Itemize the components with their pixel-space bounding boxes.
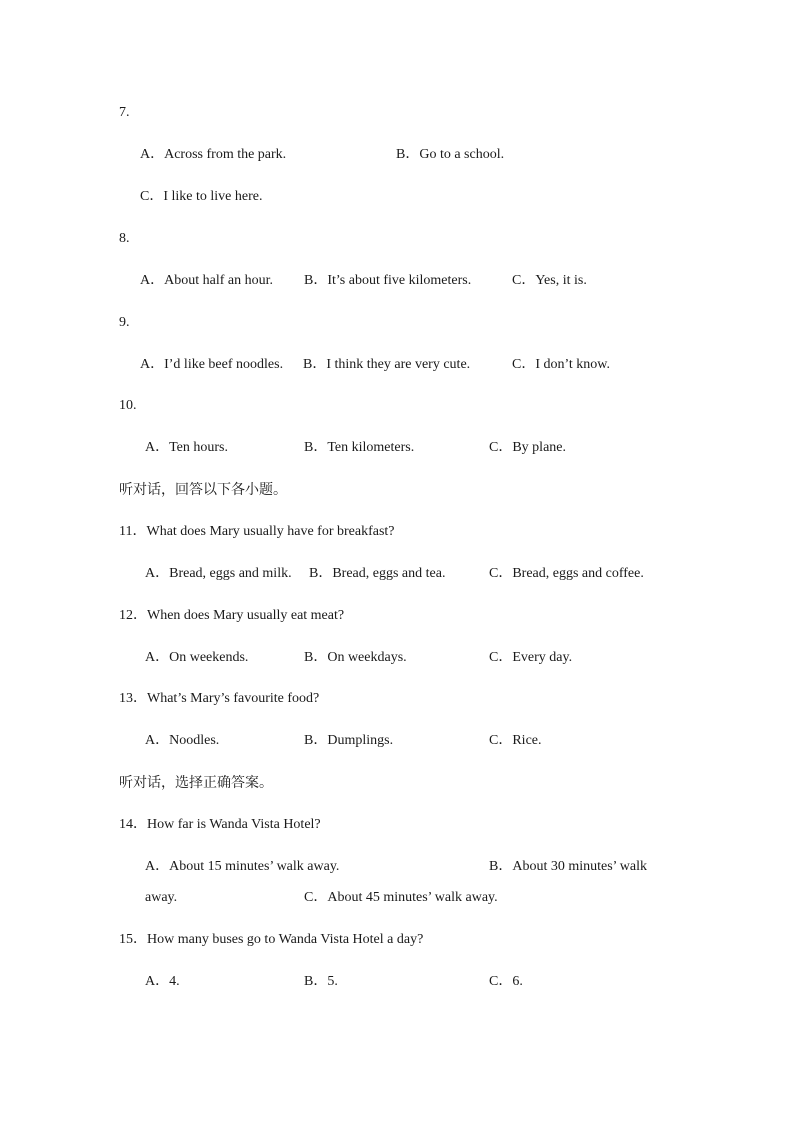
question-12: 12．When does Mary usually eat meat? xyxy=(119,608,345,623)
question-7-number: 7. xyxy=(119,105,130,120)
q12-option-a: A．On weekends. xyxy=(145,650,249,665)
q14-option-b-continued: away. xyxy=(145,890,178,905)
q13-option-a: A．Noodles. xyxy=(145,733,220,748)
question-15: 15．How many buses go to Wanda Vista Hotel a day? xyxy=(119,932,424,947)
q15-option-b: B．5. xyxy=(304,974,338,989)
q13-option-b: B．Dumplings. xyxy=(304,733,394,748)
q12-option-b: B．On weekdays. xyxy=(304,650,407,665)
q10-option-b: B．Ten kilometers. xyxy=(304,440,415,455)
section-heading-dialogue: 听对话，回答以下各小题。 xyxy=(119,482,287,498)
q8-option-b: B．It’s about five kilometers. xyxy=(304,273,472,288)
q9-option-a: A．I’d like beef noodles. xyxy=(140,357,284,372)
q7-option-b: B．Go to a school. xyxy=(396,147,505,162)
q11-option-b: B．Bread, eggs and tea. xyxy=(309,566,446,581)
section-heading-choose: 听对话，选择正确答案。 xyxy=(119,775,273,791)
question-8-number: 8. xyxy=(119,231,130,246)
q13-option-c: C．Rice. xyxy=(489,733,542,748)
q9-option-c: C．I don’t know. xyxy=(512,357,610,372)
question-13: 13．What’s Mary’s favourite food? xyxy=(119,691,320,706)
q11-option-a: A．Bread, eggs and milk. xyxy=(145,566,292,581)
q14-option-a: A．About 15 minutes’ walk away. xyxy=(145,859,340,874)
question-10-number: 10. xyxy=(119,398,137,413)
q12-option-c: C．Every day. xyxy=(489,650,573,665)
q10-option-c: C．By plane. xyxy=(489,440,566,455)
q8-option-c: C．Yes, it is. xyxy=(512,273,587,288)
q14-option-b: B．About 30 minutes’ walk xyxy=(489,859,648,874)
question-14: 14．How far is Wanda Vista Hotel? xyxy=(119,817,321,832)
q15-option-c: C．6. xyxy=(489,974,523,989)
q9-option-b: B．I think they are very cute. xyxy=(303,357,471,372)
q11-option-c: C．Bread, eggs and coffee. xyxy=(489,566,644,581)
q8-option-a: A．About half an hour. xyxy=(140,273,273,288)
q7-option-a: A．Across from the park. xyxy=(140,147,287,162)
question-11: 11．What does Mary usually have for breakfast? xyxy=(119,524,395,539)
q10-option-a: A．Ten hours. xyxy=(145,440,229,455)
q7-option-c: C．I like to live here. xyxy=(140,189,263,204)
q15-option-a: A．4. xyxy=(145,974,180,989)
q14-option-c: C．About 45 minutes’ walk away. xyxy=(304,890,498,905)
question-9-number: 9. xyxy=(119,315,130,330)
